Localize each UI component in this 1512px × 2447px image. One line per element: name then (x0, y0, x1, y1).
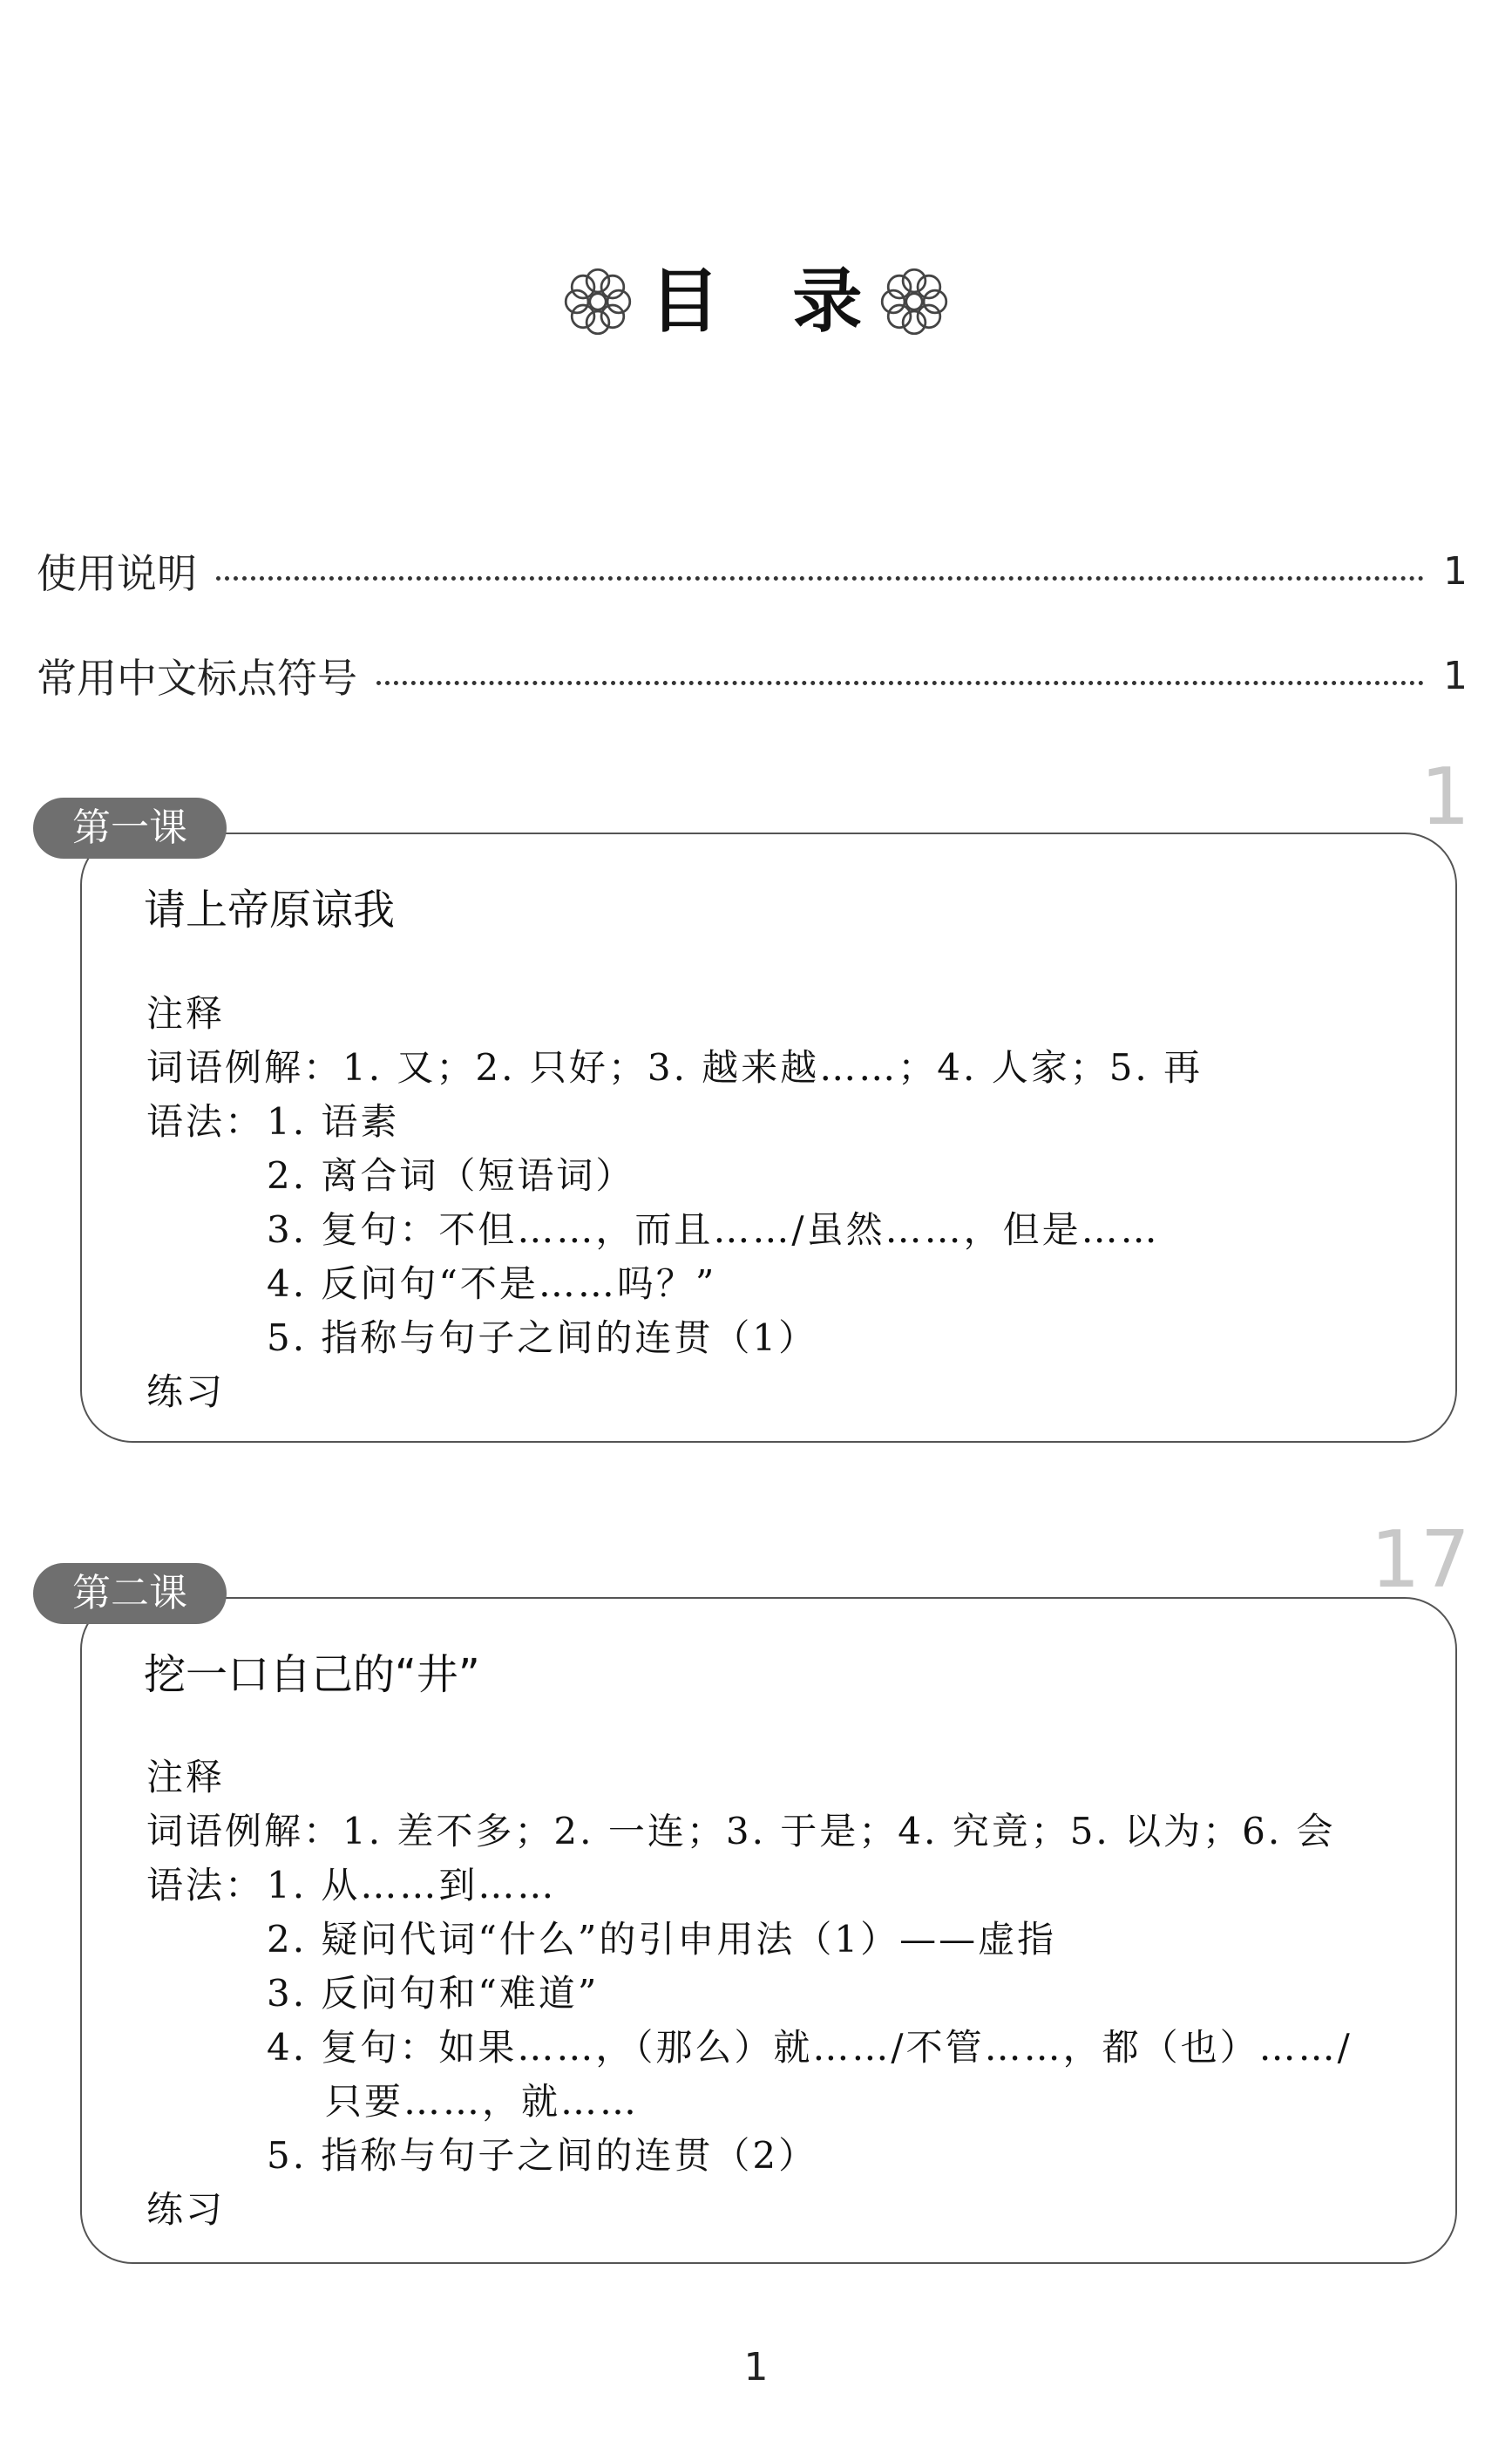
toc-entry-label: 常用中文标点符号 (37, 655, 357, 702)
lesson-title[interactable]: 请上帝原谅我 (144, 886, 396, 935)
lesson-tab[interactable]: 第二课 (33, 1563, 227, 1624)
practice-label: 练习 (146, 1370, 226, 1413)
title-text: 目 录 (649, 261, 887, 342)
grammar-item: 5. 指称与句子之间的连贯（1） (267, 1316, 818, 1359)
flower-ornament-icon (874, 262, 954, 342)
grammar-item: 3. 复句：不但……，而且……/虽然……，但是…… (267, 1208, 1160, 1251)
toc-entry-page: 1 (1443, 653, 1468, 698)
lesson-page-number: 1 (1420, 751, 1470, 843)
toc-entry-usage[interactable] (37, 540, 1468, 602)
notes-label: 注释 (146, 1756, 226, 1798)
practice-label: 练习 (146, 2188, 226, 2231)
vocab-line: 词语例解：1. 又；2. 只好；3. 越来越……；4. 人家；5. 再 (146, 1046, 1203, 1089)
grammar-label: 语法： (146, 1864, 265, 1907)
grammar-item: 5. 指称与句子之间的连贯（2） (267, 2134, 818, 2177)
grammar-item-continued: 只要……，就…… (325, 2080, 640, 2123)
grammar-item: 1. 从……到…… (267, 1864, 557, 1907)
toc-entry-punctuation[interactable] (37, 645, 1468, 706)
grammar-item: 1. 语素 (267, 1100, 400, 1143)
grammar-item: 2. 疑问代词“什么”的引申用法（1）——虚指 (267, 1918, 1057, 1961)
flower-ornament-icon (558, 262, 638, 342)
lesson-page-number: 17 (1370, 1514, 1470, 1606)
grammar-item: 4. 复句：如果……，（那么）就……/不管……，都（也）……/ (267, 2026, 1353, 2069)
page-number: 1 (743, 2345, 769, 2389)
grammar-label: 语法： (146, 1100, 265, 1143)
lesson-tab[interactable]: 第一课 (33, 798, 227, 859)
page-title (0, 262, 1512, 342)
dot-leader (216, 576, 1424, 581)
notes-label: 注释 (146, 992, 226, 1035)
toc-entry-label: 使用说明 (37, 550, 197, 597)
grammar-item: 2. 离合词（短语词） (267, 1154, 635, 1197)
toc-entry-page: 1 (1443, 548, 1468, 594)
grammar-item: 3. 反问句和“难道” (267, 1972, 600, 2015)
lesson-title[interactable]: 挖一口自己的“井” (144, 1650, 480, 1699)
vocab-line: 词语例解：1. 差不多；2. 一连；3. 于是；4. 究竟；5. 以为；6. 会 (146, 1810, 1336, 1852)
dot-leader (376, 681, 1424, 685)
grammar-item: 4. 反问句“不是……吗？” (267, 1262, 717, 1305)
